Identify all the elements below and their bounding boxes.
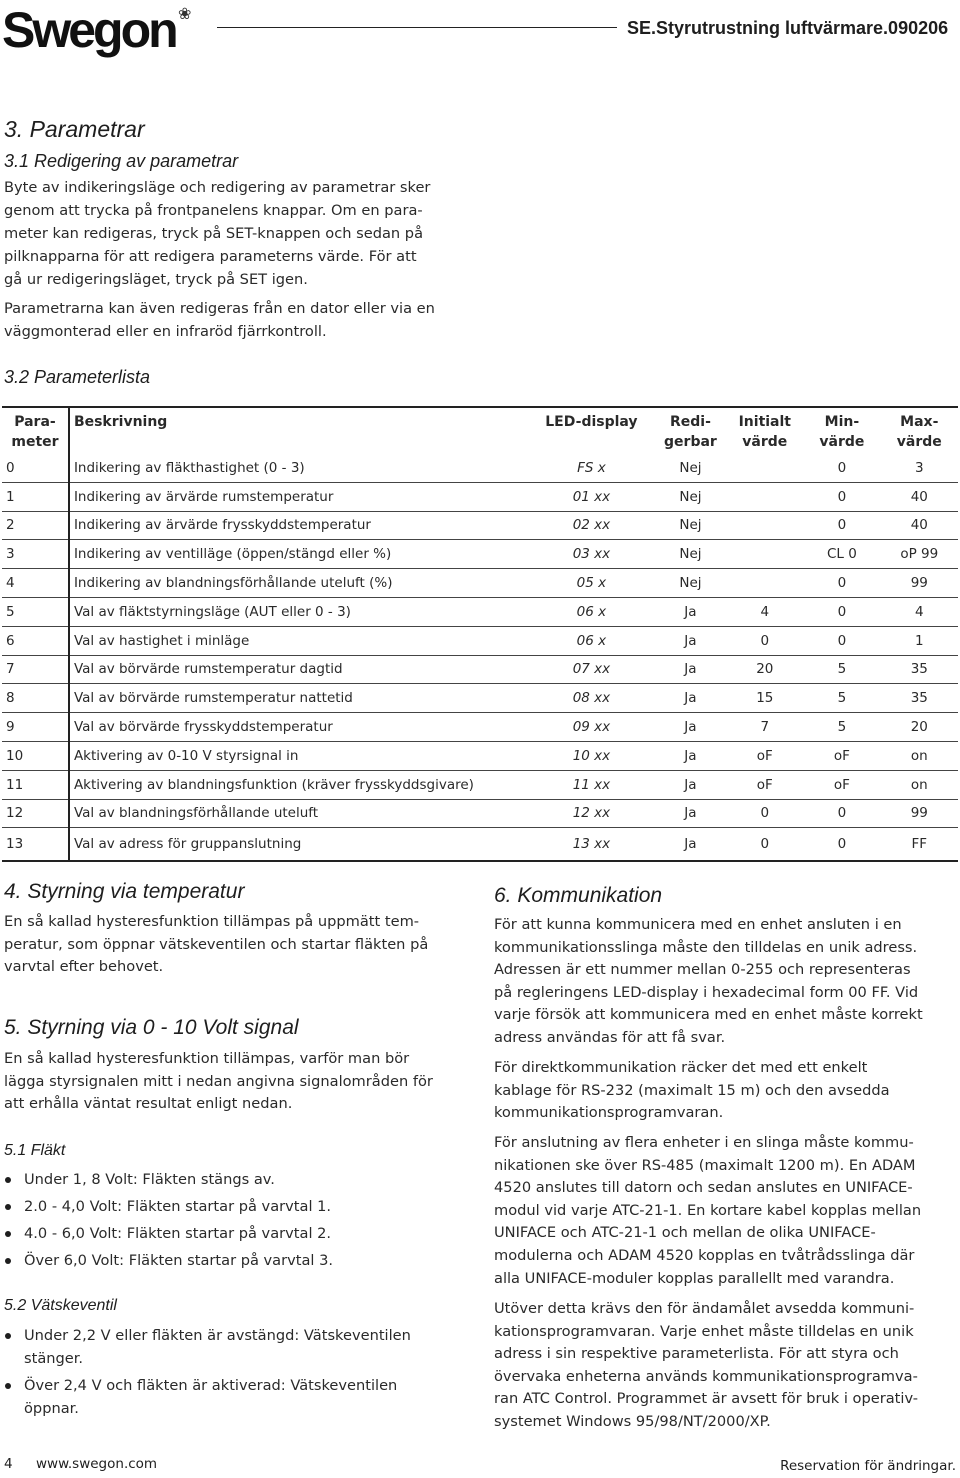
page-number: 4 xyxy=(4,1456,13,1472)
cell-initial: 0 xyxy=(726,828,803,862)
cell-editable: Ja xyxy=(655,597,727,626)
cell-initial: 20 xyxy=(726,655,803,684)
cell-min: 5 xyxy=(803,655,880,684)
text-line: varvtal efter behovet. xyxy=(4,958,164,976)
cell-desc: Aktivering av 0-10 V styrsignal in xyxy=(69,741,528,770)
cell-led: 08 xx xyxy=(528,684,654,713)
text-line: För direktkommunikation räcker det med ett enkelt xyxy=(494,1059,868,1076)
text-line: nikationen ske över RS-485 (maximalt 1200 m). En ADAM xyxy=(494,1156,916,1174)
footer-note: Reservation för ändringar. xyxy=(780,1458,956,1474)
cell-initial: oF xyxy=(726,770,803,799)
cell-editable: Ja xyxy=(655,770,727,799)
section-5-title: 5. Styrning via 0 - 10 Volt signal xyxy=(4,1016,299,1039)
document-id: SE.Styrutrustning luftvärmare.090206 xyxy=(627,18,949,38)
cell-desc: Val av adress för gruppanslutning xyxy=(69,828,528,862)
cell-led: FS x xyxy=(528,454,654,482)
cell-initial xyxy=(726,569,803,598)
text-line: alla UNIFACE-moduler kopplas parallellt med varandra. xyxy=(494,1269,895,1287)
section-5-2-list xyxy=(4,1324,454,1424)
header-rule xyxy=(217,27,617,28)
parameter-table xyxy=(2,406,958,862)
cell-led: 09 xx xyxy=(528,713,654,742)
cell-desc: Val av blandningsförhållande uteluft xyxy=(69,799,528,828)
cell-editable: Nej xyxy=(655,482,727,511)
cell-max: 4 xyxy=(881,597,958,626)
cell-editable: Ja xyxy=(655,828,727,862)
text-line: 4520 anslutes till datorn och sedan anslutes en UNIFACE- xyxy=(494,1179,913,1197)
cell-param: 3 xyxy=(2,540,69,569)
section-6-p2 xyxy=(494,1057,960,1125)
cell-initial xyxy=(726,482,803,511)
text-line: Parametrarna kan även redigeras från en dator eller via en xyxy=(4,300,435,317)
cell-max: on xyxy=(881,741,958,770)
cell-max: 20 xyxy=(881,713,958,742)
text-line: kationsprogramvaran. Varje enhet måste tilldelas en unik xyxy=(494,1322,914,1340)
section-6-p3 xyxy=(494,1132,960,1290)
cell-max: 35 xyxy=(881,684,958,713)
table-row xyxy=(2,454,958,482)
section-5-1-title: 5.1 Fläkt xyxy=(4,1142,66,1159)
table-row xyxy=(2,684,958,713)
cell-editable: Nej xyxy=(655,540,727,569)
cell-initial: 4 xyxy=(726,597,803,626)
cell-desc: Val av börvärde rumstemperatur dagtid xyxy=(69,655,528,684)
text-line: meter kan redigeras, tryck på SET-knappen och sedan på xyxy=(4,225,424,242)
table-row xyxy=(2,741,958,770)
list-item: Över 2,4 V och fläkten är aktiverad: Vätskeventilen öppnar. xyxy=(4,1374,454,1420)
cell-param: 13 xyxy=(2,828,69,862)
cell-min: 0 xyxy=(803,569,880,598)
cell-max: 35 xyxy=(881,655,958,684)
footer-url[interactable]: www.swegon.com xyxy=(36,1456,158,1472)
cell-editable: Ja xyxy=(655,741,727,770)
text-line: kommunikationsprogramvaran. xyxy=(494,1104,724,1122)
table-row xyxy=(2,511,958,540)
section-3-2-title: 3.2 Parameterlista xyxy=(4,367,151,387)
table-row xyxy=(2,655,958,684)
text-line: Adressen är ett nummer mellan 0-255 och representeras xyxy=(494,961,911,979)
cell-max: 99 xyxy=(881,799,958,828)
cell-param: 12 xyxy=(2,799,69,828)
cell-max: 1 xyxy=(881,626,958,655)
cell-desc: Indikering av ventilläge (öppen/stängd eller %) xyxy=(69,540,528,569)
cell-min: 0 xyxy=(803,482,880,511)
text-line: För anslutning av flera enheter i en slinga måste kommu- xyxy=(494,1134,914,1151)
cell-max: on xyxy=(881,770,958,799)
text-line: UNIFACE och ATC-21-1 och mellan de olika UNIFACE- xyxy=(494,1224,876,1242)
section-3-1-text-2 xyxy=(4,297,474,343)
text-line: För att kunna kommunicera med en enhet ansluten i en xyxy=(494,916,902,933)
cell-param: 7 xyxy=(2,655,69,684)
cell-min: 0 xyxy=(803,626,880,655)
cell-max: 40 xyxy=(881,511,958,540)
list-item: 2.0 - 4,0 Volt: Fläkten startar på varvtal 1. xyxy=(4,1195,474,1218)
text-line: lägga styrsignalen mitt i nedan angivna signalområden för xyxy=(4,1072,433,1090)
list-item: Över 6,0 Volt: Fläkten startar på varvtal 3. xyxy=(4,1249,474,1272)
text-line: kommunikationsslinga måste den tilldelas en unik adress. xyxy=(494,938,918,956)
cell-editable: Ja xyxy=(655,799,727,828)
col-header-max: Max- värde xyxy=(881,407,958,454)
cell-param: 8 xyxy=(2,684,69,713)
cell-max: oP 99 xyxy=(881,540,958,569)
cell-initial: 7 xyxy=(726,713,803,742)
text-line: adress användas för att få svar. xyxy=(494,1028,726,1046)
cell-param: 9 xyxy=(2,713,69,742)
cell-param: 0 xyxy=(2,454,69,482)
cell-param: 10 xyxy=(2,741,69,770)
table-row xyxy=(2,540,958,569)
table-row xyxy=(2,626,958,655)
table-row xyxy=(2,713,958,742)
table-row xyxy=(2,828,958,862)
cell-min: 0 xyxy=(803,799,880,828)
cell-min: CL 0 xyxy=(803,540,880,569)
cell-initial: 0 xyxy=(726,626,803,655)
col-header-editable: Redi- gerbar xyxy=(655,407,727,454)
cell-desc: Indikering av ärvärde rumstemperatur xyxy=(69,482,528,511)
cell-min: 5 xyxy=(803,713,880,742)
swegon-logo: Swegon xyxy=(2,2,176,58)
text-line: Utöver detta krävs den för ändamålet avsedda kommuni- xyxy=(494,1300,915,1317)
cell-editable: Nej xyxy=(655,511,727,540)
cell-desc: Val av fläktstyrningsläge (AUT eller 0 - 3) xyxy=(69,597,528,626)
text-line: En så kallad hysteresfunktion tillämpas på uppmätt tem- xyxy=(4,913,420,930)
table-header-row xyxy=(2,407,958,454)
cell-editable: Ja xyxy=(655,684,727,713)
cell-param: 11 xyxy=(2,770,69,799)
list-item: Under 1, 8 Volt: Fläkten stängs av. xyxy=(4,1168,474,1191)
text-line: gå ur redigeringsläget, tryck på SET igen. xyxy=(4,271,308,288)
cell-min: 0 xyxy=(803,828,880,862)
cell-editable: Ja xyxy=(655,713,727,742)
cell-editable: Ja xyxy=(655,655,727,684)
table-row xyxy=(2,482,958,511)
cell-min: oF xyxy=(803,770,880,799)
table-row xyxy=(2,569,958,598)
cell-led: 06 x xyxy=(528,626,654,655)
text-line: modul vid varje ATC-21-1. En kortare kabel kopplas mellan xyxy=(494,1201,922,1219)
cell-min: oF xyxy=(803,741,880,770)
table-row xyxy=(2,597,958,626)
cell-param: 4 xyxy=(2,569,69,598)
cell-min: 0 xyxy=(803,597,880,626)
text-line: på regleringens LED-display i hexadecimal form 00 FF. Vid xyxy=(494,983,919,1001)
cell-desc: Indikering av blandningsförhållande uteluft (%) xyxy=(69,569,528,598)
text-line: adress i sin respektive parameterlista. För att styra och xyxy=(494,1345,899,1363)
text-line: peratur, som öppnar vätskeventilen och startar fläkten på xyxy=(4,935,429,953)
text-line: systemet Windows 95/98/NT/2000/XP. xyxy=(494,1412,771,1430)
cell-led: 12 xx xyxy=(528,799,654,828)
cell-param: 6 xyxy=(2,626,69,655)
cell-min: 0 xyxy=(803,454,880,482)
cell-led: 10 xx xyxy=(528,741,654,770)
cell-led: 07 xx xyxy=(528,655,654,684)
cell-led: 06 x xyxy=(528,597,654,626)
section-4-title: 4. Styrning via temperatur xyxy=(4,880,245,903)
section-6-p1 xyxy=(494,914,960,1050)
text-line: ran ATC Control. Programmet är avsett för bruk i operativ- xyxy=(494,1390,918,1408)
text-line: genom att trycka på frontpanelens knappar. Om en para- xyxy=(4,202,423,219)
logo-leaf-icon: ❀ xyxy=(178,4,192,23)
cell-initial xyxy=(726,454,803,482)
text-line: att erhålla väntat resultat enligt nedan. xyxy=(4,1095,293,1113)
cell-max: FF xyxy=(881,828,958,862)
cell-max: 40 xyxy=(881,482,958,511)
cell-led: 11 xx xyxy=(528,770,654,799)
section-5-1-list xyxy=(4,1168,474,1276)
text-line: varje försök att kommunicera med en enhet måste korrekt xyxy=(494,1006,923,1024)
cell-param: 2 xyxy=(2,511,69,540)
cell-editable: Nej xyxy=(655,569,727,598)
col-header-desc: Beskrivning xyxy=(69,407,528,454)
cell-desc: Indikering av ärvärde frysskyddstemperatur xyxy=(69,511,528,540)
section-5-text xyxy=(4,1048,474,1116)
col-header-min: Min- värde xyxy=(803,407,880,454)
cell-initial: 15 xyxy=(726,684,803,713)
cell-initial: 0 xyxy=(726,799,803,828)
table-row xyxy=(2,770,958,799)
cell-initial xyxy=(726,511,803,540)
table-row xyxy=(2,799,958,828)
cell-param: 5 xyxy=(2,597,69,626)
section-6-p4 xyxy=(494,1298,960,1434)
cell-desc: Indikering av fläkthastighet (0 - 3) xyxy=(69,454,528,482)
cell-desc: Val av börvärde rumstemperatur nattetid xyxy=(69,684,528,713)
section-3-title: 3. Parametrar xyxy=(4,116,145,142)
col-header-led: LED-display xyxy=(528,407,654,454)
cell-min: 5 xyxy=(803,684,880,713)
text-line: Byte av indikeringsläge och redigering av parametrar sker xyxy=(4,179,431,196)
section-3-1-text xyxy=(4,176,474,291)
col-header-param: Para- meter xyxy=(2,407,69,454)
text-line: En så kallad hysteresfunktion tillämpas, varför man bör xyxy=(4,1050,410,1067)
text-line: övervaka enheterna används kommunikationsprogramva- xyxy=(494,1367,918,1385)
cell-desc: Val av hastighet i minläge xyxy=(69,626,528,655)
col-header-initial: Initialt värde xyxy=(726,407,803,454)
cell-max: 3 xyxy=(881,454,958,482)
cell-max: 99 xyxy=(881,569,958,598)
cell-desc: Val av börvärde frysskyddstemperatur xyxy=(69,713,528,742)
section-3-1-title: 3.1 Redigering av parametrar xyxy=(4,151,239,171)
text-line: pilknapparna för att redigera parameterns värde. För att xyxy=(4,248,417,265)
section-6-title: 6. Kommunikation xyxy=(494,884,663,907)
cell-param: 1 xyxy=(2,482,69,511)
cell-led: 13 xx xyxy=(528,828,654,862)
list-item: Under 2,2 V eller fläkten är avstängd: Vätskeventilen stänger. xyxy=(4,1324,454,1370)
list-item: 4.0 - 6,0 Volt: Fläkten startar på varvtal 2. xyxy=(4,1222,474,1245)
cell-min: 0 xyxy=(803,511,880,540)
text-line: modulerna och ADAM 4520 kopplas en tvåtrådsslinga där xyxy=(494,1246,915,1264)
cell-initial xyxy=(726,540,803,569)
cell-led: 01 xx xyxy=(528,482,654,511)
cell-editable: Ja xyxy=(655,626,727,655)
cell-initial: oF xyxy=(726,741,803,770)
text-line: kablage för RS-232 (maximalt 15 m) och den avsedda xyxy=(494,1081,890,1099)
cell-editable: Nej xyxy=(655,454,727,482)
text-line: väggmonterad eller en infraröd fjärrkontroll. xyxy=(4,323,327,340)
cell-led: 03 xx xyxy=(528,540,654,569)
section-5-2-title: 5.2 Vätskeventil xyxy=(4,1297,117,1314)
cell-led: 05 x xyxy=(528,569,654,598)
cell-desc: Aktivering av blandningsfunktion (kräver frysskyddsgivare) xyxy=(69,770,528,799)
section-4-text xyxy=(4,911,474,979)
cell-led: 02 xx xyxy=(528,511,654,540)
